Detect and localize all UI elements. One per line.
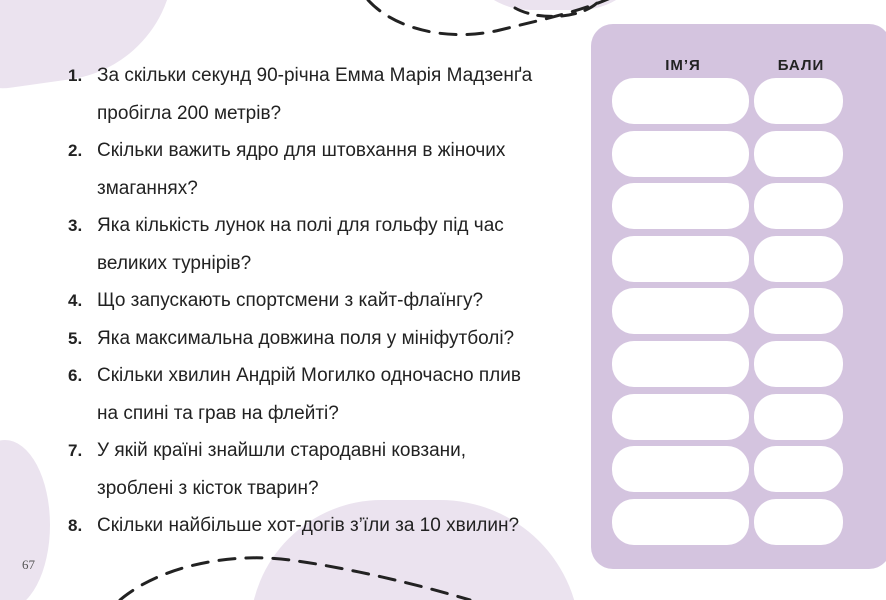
name-entry-slot[interactable] — [612, 78, 749, 124]
question-line — [68, 320, 568, 358]
score-column-header: БАЛИ — [777, 57, 825, 74]
question-text: Яка кількість лунок на полі для гольфу під час — [97, 215, 504, 236]
page-number: 67 — [22, 557, 35, 572]
question-text: великих турнірів? — [97, 252, 252, 274]
question-text: Що запускають спортсмени з кайт-флаїнгу? — [97, 290, 484, 311]
name-entry-slot[interactable] — [612, 394, 749, 440]
name-entry-slot[interactable] — [612, 499, 749, 545]
score-table — [591, 24, 886, 569]
question-line — [68, 470, 568, 508]
question-line — [68, 432, 568, 470]
name-entry-slot[interactable] — [612, 183, 749, 229]
question-text: Скільки хвилин Андрій Могилко одночасно плив — [97, 365, 521, 386]
question-text: Скільки найбільше хот-догів з’їли за 10 хвилин? — [97, 515, 520, 536]
name-column-header: ІМ’Я — [665, 57, 701, 74]
question-number: 3. — [68, 216, 83, 235]
score-entry-slot[interactable] — [754, 131, 843, 177]
question-number — [68, 245, 97, 283]
question-text: пробігла 200 метрів? — [97, 102, 282, 124]
question-number: 4. — [68, 291, 83, 310]
question-line — [68, 132, 568, 170]
question-number — [68, 395, 97, 433]
question-line — [68, 57, 568, 95]
question-line — [68, 282, 568, 320]
question-line — [68, 95, 568, 133]
question-number: 8. — [68, 516, 83, 535]
name-entry-slot[interactable] — [612, 446, 749, 492]
name-entry-slot[interactable] — [612, 236, 749, 282]
question-text: За скільки секунд 90-річна Емма Марія Мадзенґа — [97, 65, 533, 86]
score-entry-slot[interactable] — [754, 446, 843, 492]
score-entry-slot[interactable] — [754, 78, 843, 124]
question-number: 6. — [68, 366, 83, 385]
question-text: на спині та грав на флейті? — [97, 402, 339, 424]
score-entry-slot[interactable] — [754, 288, 843, 334]
question-number: 1. — [68, 66, 83, 85]
question-number: 5. — [68, 328, 83, 348]
question-text: зроблені з кісток тварин? — [97, 477, 319, 499]
question-line — [68, 507, 568, 545]
question-number: 2. — [68, 141, 83, 160]
question-text: У якій країні знайшли стародавні ковзани, — [97, 440, 467, 461]
name-entry-slot[interactable] — [612, 341, 749, 387]
question-number — [68, 170, 97, 208]
score-entry-slot[interactable] — [754, 183, 843, 229]
question-text: змаганнях? — [97, 177, 198, 199]
score-entry-slot[interactable] — [754, 236, 843, 282]
score-entry-slot[interactable] — [754, 394, 843, 440]
question-text: Яка максимальна довжина поля у мініфутболі? — [97, 327, 515, 349]
question-line — [68, 395, 568, 433]
score-entry-slot[interactable] — [754, 499, 843, 545]
question-number — [68, 95, 97, 133]
name-entry-slot[interactable] — [612, 288, 749, 334]
question-line — [68, 207, 568, 245]
question-line — [68, 245, 568, 283]
question-list — [68, 57, 568, 545]
question-number — [68, 470, 97, 508]
question-line — [68, 357, 568, 395]
score-entry-slot[interactable] — [754, 341, 843, 387]
question-text: Скільки важить ядро для штовхання в жіночих — [97, 140, 506, 161]
name-entry-slot[interactable] — [612, 131, 749, 177]
question-line — [68, 170, 568, 208]
question-number: 7. — [68, 441, 83, 460]
